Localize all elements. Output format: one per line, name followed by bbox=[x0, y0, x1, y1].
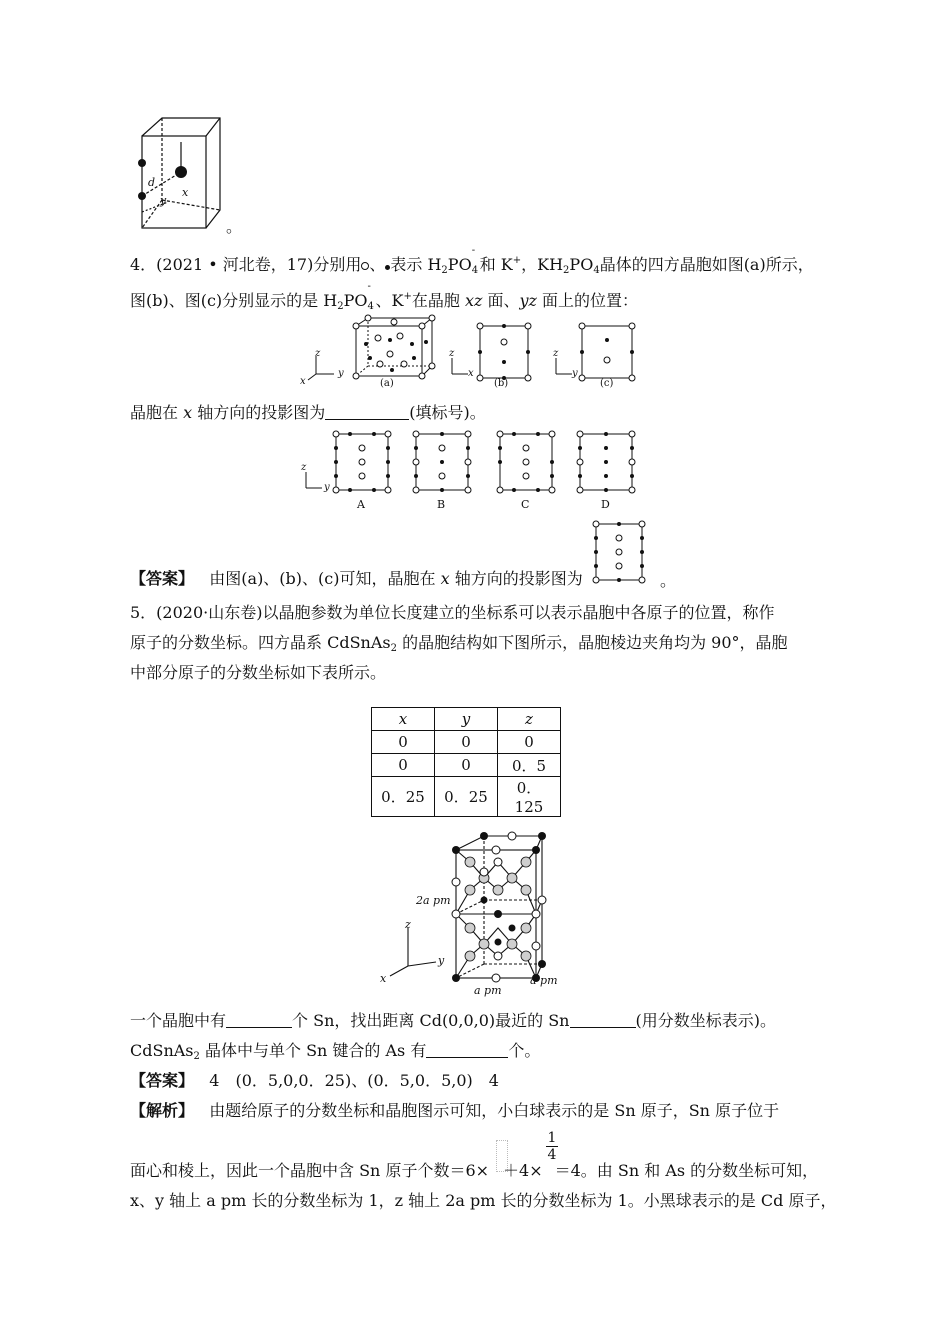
q5-line3: 中部分原子的分数坐标如下表所示。 bbox=[130, 663, 387, 682]
q5-answer: 【答案】 4 (0．5,0,0．25)、(0．5,0．5,0) 4 bbox=[130, 1071, 499, 1090]
table-row: 0．25 0．25 0．125 bbox=[372, 777, 561, 817]
option-b-label: B bbox=[437, 498, 446, 511]
q5-line1: 5．(2020·山东卷)以晶胞参数为单位长度建立的坐标系可以表示晶胞中各原子的位置，称作 bbox=[130, 603, 775, 622]
q4-answer-figure bbox=[590, 520, 650, 584]
table-row: 0 0 0．5 bbox=[372, 754, 561, 777]
q5-line2: 原子的分数坐标。四方晶系 CdSnAs$_2$ 的晶胞结构如下图所示，晶胞棱边夹角均为 90°，晶胞 bbox=[130, 633, 788, 654]
option-a-label: A bbox=[357, 498, 365, 511]
height-label: 2a pm bbox=[416, 894, 451, 907]
option-c-label: C bbox=[521, 498, 530, 511]
q3-label-y: y bbox=[160, 194, 167, 207]
q4-figure-a: (a) z y x bbox=[300, 314, 440, 390]
nearest-sn-blank[interactable] bbox=[570, 1011, 636, 1028]
q5-analysis-3: x、y 轴上 a pm 长的分数坐标为 1，z 轴上 2a pm 长的分数坐标为 1。小黑球表示的是 Cd 原子， bbox=[130, 1191, 837, 1210]
option-d-label: D bbox=[601, 498, 610, 511]
q5-question-line2: CdSnAs$_2$ 晶体中与单个 Sn 键合的 As 有 个。 bbox=[130, 1041, 541, 1062]
fig-b-label: (b) bbox=[494, 378, 509, 389]
q5-question-line1: 一个晶胞中有 个 Sn，找出距离 Cd(0,0,0)最近的 Sn (用分数坐标表示)。 bbox=[130, 1011, 776, 1030]
q5-analysis-1: 【解析】 由题给原子的分数坐标和晶胞图示可知，小白球表示的是 Sn 原子，Sn 原子位于 bbox=[130, 1101, 780, 1120]
coordinates-table bbox=[371, 707, 561, 817]
width-label-2: a pm bbox=[530, 974, 558, 987]
q4-question: 晶胞在 x 轴方向的投影图为 (填标号)。 bbox=[130, 403, 486, 422]
q4-options: z y A B C D bbox=[296, 428, 646, 498]
q4-answer: 【答案】 由图(a)、(b)、(c)可知，晶胞在 x 轴方向的投影图为 bbox=[130, 569, 583, 588]
answer-blank[interactable] bbox=[325, 403, 409, 420]
table-row: 0 0 0 bbox=[372, 731, 561, 754]
q4-figure-c: (c) z y bbox=[550, 320, 640, 386]
q4-line1: 4．(2021 • 河北卷，17)分别用 、 表示 $H_2PO$ - $_4$ 和 K+，$KH_2PO_4$晶体的四方晶胞如图(a)所示， bbox=[130, 245, 814, 276]
fig-a-label: (a) bbox=[380, 378, 394, 389]
as-count-blank[interactable] bbox=[426, 1041, 508, 1058]
q4-line2: 图(b)、图(c)分别显示的是 $H_2PO$ - $_4$ 、K+在晶胞 xz 面、yz 面上的位置： bbox=[130, 281, 639, 312]
q4-figure-b: (b) z x bbox=[444, 320, 524, 386]
q5-analysis-2: 面心和棱上，因此一个晶胞中含 Sn 原子个数＝6× ＋4× ＝4。由 Sn 和 As 的分数坐标可知， bbox=[130, 1161, 819, 1180]
q4-answer-end: 。 bbox=[660, 571, 677, 590]
fig-c-label: (c) bbox=[600, 378, 614, 389]
q3-label-d: d bbox=[148, 176, 156, 189]
table-header-row: x y z bbox=[372, 708, 561, 731]
fraction-quarter: $\frac{1}{4}$ bbox=[547, 1130, 557, 1163]
q5-crystal-figure: 2a pm a pm a pm z y x bbox=[380, 832, 580, 1002]
q3-label-x: x bbox=[182, 186, 189, 199]
width-label-1: a pm bbox=[474, 984, 502, 997]
q3-period: 。 bbox=[226, 217, 243, 236]
sn-count-blank[interactable] bbox=[226, 1011, 292, 1028]
